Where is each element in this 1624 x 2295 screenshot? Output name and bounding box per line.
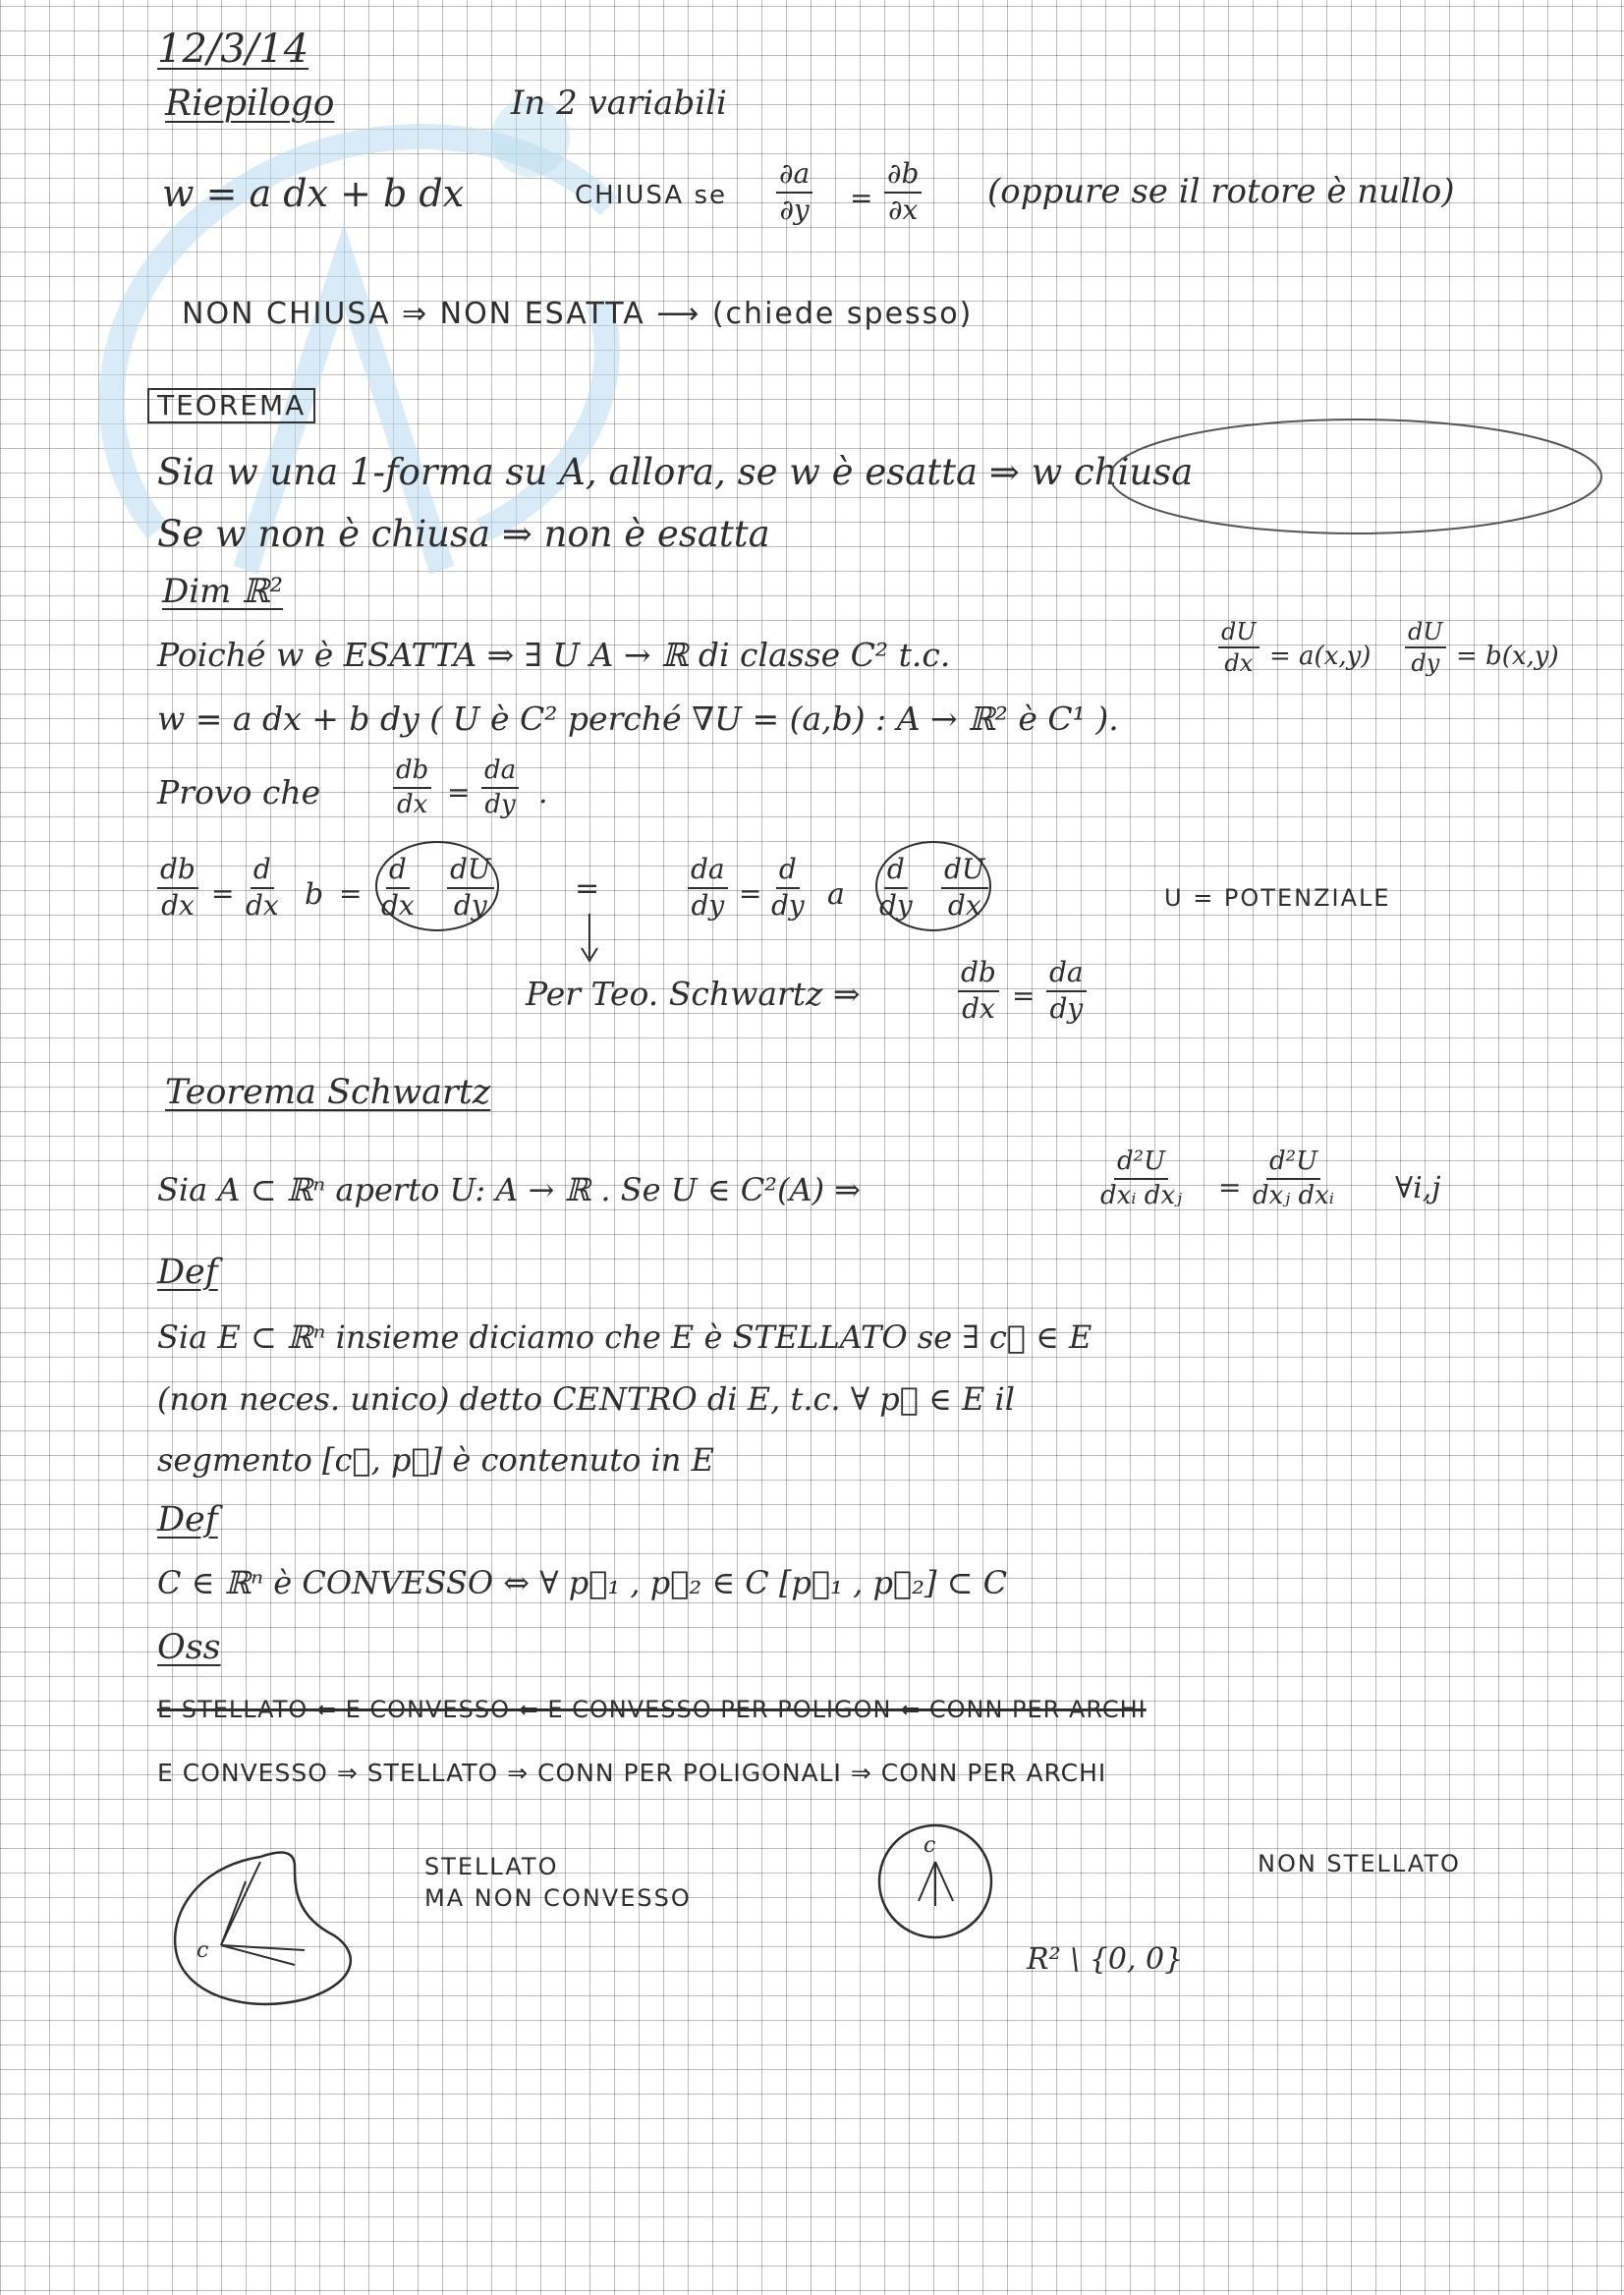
eq-du-dy: $\frac{dU}{dy}$ [447,855,494,922]
theorem-heading: TEOREMA [147,388,315,423]
starshaped-set-icon [175,1853,351,2004]
eq-b: b [305,877,324,912]
eq-d-dy: $\frac{d}{dy}$ [771,853,805,922]
equals-sign: = [850,182,873,214]
rotor-note: (oppure se il rotore è nullo) [987,172,1455,211]
proof-line-3: Provo che [157,773,321,812]
eq-du-dx: $\frac{dU}{dx}$ [941,855,988,922]
du-dx-value: = a(x,y) [1269,642,1372,671]
partial-b-x: $\frac{\partial b}{\partial x}$ [884,159,922,226]
closed-label: CHIUSA se [575,181,727,210]
equals-sign: = [339,877,363,910]
page-subtitle: In 2 variabili [511,84,727,123]
schwarz-statement: Sia A ⊂ ℝⁿ aperto U: A → ℝ . Se U ∈ C²(A) ⇒ [157,1171,862,1208]
schwarz-db-dx: $\frac{db}{dx}$ [958,958,999,1025]
down-arrow-head [582,948,597,961]
equals-sign: = [211,877,235,910]
non-starshaped-label: NON STELLATO [1258,1850,1461,1877]
second-derivative-ij: d²U dxᵢ dxⱼ [1100,1147,1182,1210]
eq-d-dx-circled: $\frac{d}{dx}$ [381,853,415,922]
proof-line-2: w = a dx + b dy ( U è C² perché ∇U = (a,b) : A → ℝ² è C¹ ). [157,700,1119,738]
date: 12/3/14 [157,27,309,72]
equals-sign: = [1218,1171,1242,1203]
def-heading-starshaped: Def [157,1253,218,1292]
da-dy-frac: $\frac{da}{dy}$ [481,756,519,818]
punctured-plane-label: R² \ {0, 0} [1027,1942,1184,1977]
disk-center-label: c [924,1833,936,1858]
not-closed-implication: NON CHIUSA ⇒ NON ESATTA ⟶ (chiede spesso) [182,297,974,331]
def-convex-line: C ∈ ℝⁿ è CONVESSO ⇔ ∀ p⃗₁ , p⃗₂ ∈ C [p⃗₁ , p⃗₂] ⊂ C [157,1564,1008,1601]
period: . [538,776,548,811]
proof-line-1: Poiché w è ESATTA ⇒ ∃ U A → ℝ di classe C² t.c. [157,636,951,674]
page-title: Riepilogo [165,84,335,124]
eq-a: a [827,877,845,912]
du-dy-frac: $\frac{dU}{dy}$ [1405,619,1446,677]
def-heading-convex: Def [157,1500,218,1539]
eq-da-dy: $\frac{da}{dy}$ [688,855,728,922]
schwarz-conclusion: Per Teo. Schwartz ⇒ [526,975,861,1013]
schwarz-da-dy: $\frac{da}{dy}$ [1046,958,1087,1025]
potential-label: U = POTENZIALE [1164,884,1391,912]
forall-ij: ∀i,j [1395,1171,1441,1205]
def-starshaped-line-2: (non neces. unico) detto CENTRO di E, t.c. ∀ p⃗ ∈ E il [157,1380,1015,1418]
oss-struck-line: E STELLATO ⇐ E CONVESSO ⇐ E CONVESSO PER POLIGON ⇐ CONN PER ARCHI [157,1696,1147,1723]
equals-sign: = [447,776,471,809]
schwarz-heading: Teorema Schwartz [165,1073,491,1112]
starshaped-center-label: c [196,1938,209,1963]
theorem-line-2: Se w non è chiusa ⇒ non è esatta [157,513,770,555]
eq-d-dx: $\frac{d}{dx}$ [246,853,279,922]
equals-sign: = [739,877,762,910]
equals-sign: = [1012,980,1036,1012]
db-dx-frac: $\frac{db}{dx}$ [393,756,431,818]
du-dy-value: = b(x,y) [1456,642,1559,671]
def-starshaped-line-3: segmento [c⃗, p⃗] è contenuto in E [157,1441,714,1479]
theorem-line-1: Sia w una 1-forma su A, allora, se w è esatta ⇒ w chiusa [157,451,1194,493]
form-expression: w = a dx + b dx [162,172,465,215]
du-dx-frac: $\frac{dU}{dx}$ [1218,619,1260,677]
eq-db-dx: $\frac{db}{dx}$ [157,855,198,922]
starshaped-label-1: STELLATO [424,1853,559,1880]
oss-heading: Oss [157,1628,221,1667]
second-derivative-ji: d²U dxⱼ dxᵢ [1253,1147,1334,1210]
starshaped-label-2: MA NON CONVESSO [424,1884,692,1912]
def-starshaped-line-1: Sia E ⊂ ℝⁿ insieme diciamo che E è STELLATO se ∃ c⃗ ∈ E [157,1318,1092,1356]
eq-d-dy-circled: $\frac{d}{dy}$ [879,853,913,922]
partial-a-y: $\frac{\partial a}{\partial y}$ [776,159,812,226]
eq-question-sign: = [575,871,600,906]
oss-line: E CONVESSO ⇒ STELLATO ⇒ CONN PER POLIGONALI ⇒ CONN PER ARCHI [157,1759,1107,1787]
proof-heading: Dim ℝ² [162,572,284,611]
